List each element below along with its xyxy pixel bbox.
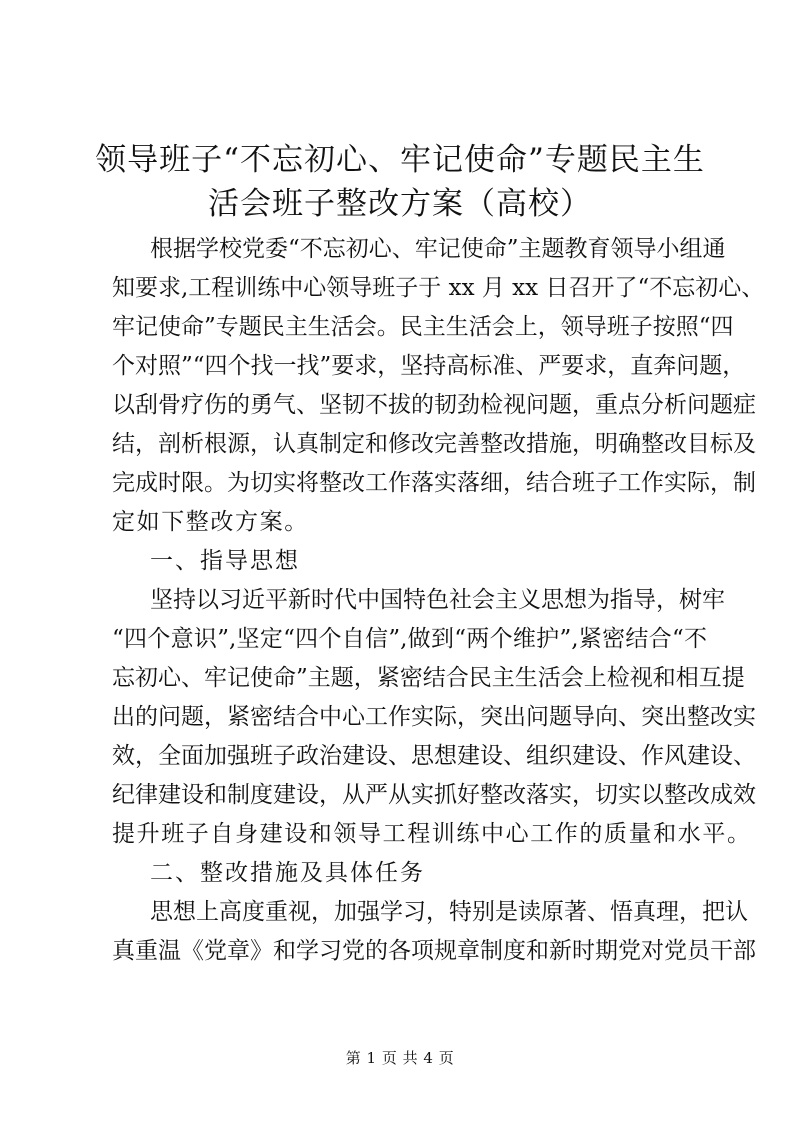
paragraph-line: 根据学校党委“不忘初心、牢记使命”主题教育领导小组通	[150, 236, 726, 262]
guiding-thought-paragraph	[112, 581, 756, 854]
section-heading-guiding-thought: 一、指导思想	[150, 548, 300, 574]
paragraph-line: 个对照”“四个找一找”要求，坚持高标准、严要求，直奔问题，	[112, 353, 746, 379]
paragraph-line: 纪律建设和制度建设，从严从实抓好整改落实，切实以整改成效	[112, 782, 756, 808]
paragraph-line: “四个意识”,坚定“四个自信”,做到“两个维护”,紧密结合“不	[112, 626, 707, 652]
measures-paragraph	[112, 893, 756, 971]
paragraph-line: 提升班子自身建设和领导工程训练中心工作的质量和水平。	[112, 821, 752, 847]
paragraph-line: 忘初心、牢记使命”主题，紧密结合民主生活会上检视和相互提	[112, 665, 745, 691]
paragraph-line: 知要求,工程训练中心领导班子于 xx 月 xx 日召开了“不忘初心、	[112, 275, 765, 301]
intro-paragraph	[112, 230, 765, 542]
paragraph-line: 真重温《党章》和学习党的各项规章制度和新时期党对党员干部	[112, 938, 756, 964]
paragraph-line: 结，剖析根源，认真制定和修改完善整改措施，明确整改目标及	[112, 431, 756, 457]
document-body	[112, 230, 765, 971]
paragraph-line: 牢记使命”专题民主生活会。民主生活会上，领导班子按照“四	[112, 314, 734, 340]
section-heading-measures: 二、整改措施及具体任务	[150, 860, 425, 886]
paragraph-line: 以刮骨疗伤的勇气、坚韧不拔的韧劲检视问题，重点分析问题症	[112, 392, 756, 418]
page-number-footer: 第 1 页 共 4 页	[345, 1049, 455, 1067]
paragraph-line: 完成时限。为切实将整改工作落实落细，结合班子工作实际，制	[112, 470, 756, 496]
document-title-line-1: 领导班子“不忘初心、牢记使命”专题民主生	[95, 142, 705, 178]
paragraph-line: 效，全面加强班子政治建设、思想建设、组织建设、作风建设、	[112, 743, 756, 769]
paragraph-line: 定如下整改方案。	[112, 509, 309, 535]
document-title-line-2: 活会班子整改方案（高校）	[208, 186, 592, 222]
paragraph-line: 坚持以习近平新时代中国特色社会主义思想为指导，树牢	[150, 587, 725, 613]
paragraph-line: 思想上高度重视，加强学习，特别是读原著、悟真理，把认	[150, 899, 748, 925]
paragraph-line: 出的问题，紧密结合中心工作实际，突出问题导向、突出整改实	[112, 704, 756, 730]
